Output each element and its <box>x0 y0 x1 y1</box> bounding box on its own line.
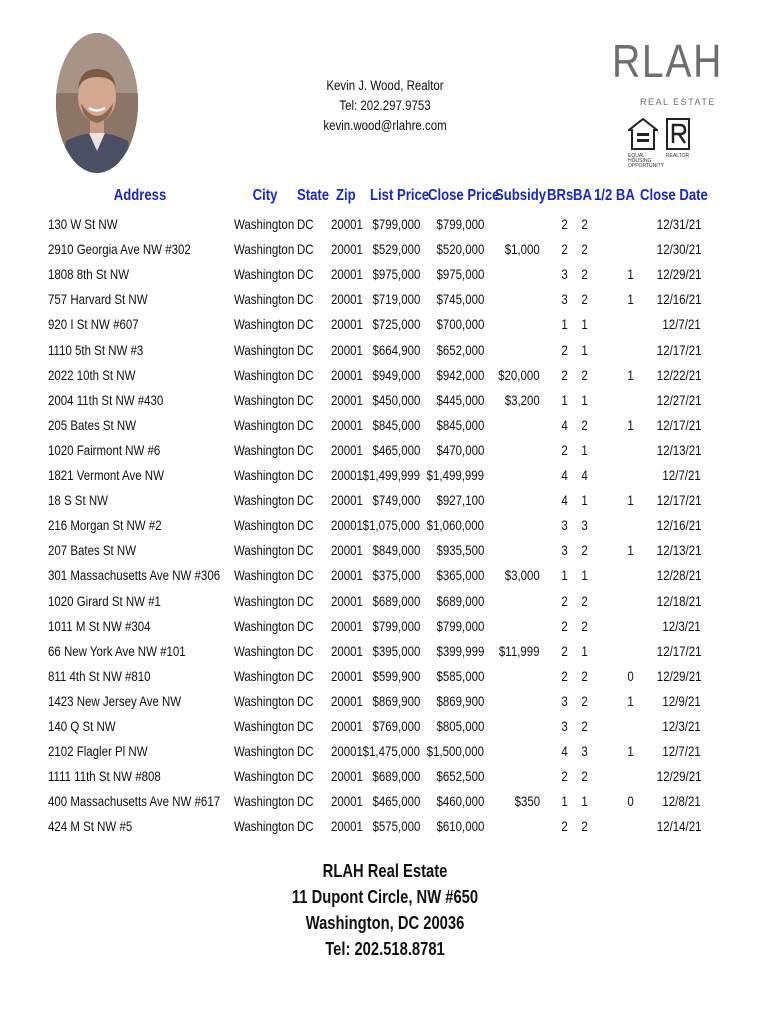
cell-zip: 20001 <box>331 492 363 509</box>
cell-address: 811 4th St NW #810 <box>48 667 151 684</box>
cell-close: $845,000 <box>436 416 484 433</box>
cell-list: $725,000 <box>372 316 420 333</box>
cell-half: 1 <box>627 692 634 709</box>
cell-close: $445,000 <box>436 391 484 408</box>
col-close-price: Close Price <box>428 187 500 204</box>
cell-half: 1 <box>627 291 634 308</box>
cell-city: Washington <box>234 642 295 659</box>
cell-state: DC <box>297 316 314 333</box>
cell-date: 12/17/21 <box>656 341 701 358</box>
cell-close: $652,000 <box>436 341 484 358</box>
cell-state: DC <box>297 818 314 835</box>
footer-phone: Tel: 202.518.8781 <box>325 939 445 959</box>
cell-zip: 20001 <box>331 291 363 308</box>
cell-date: 12/18/21 <box>656 592 701 609</box>
cell-ba: 2 <box>581 818 588 835</box>
cell-zip: 20001 <box>331 692 363 709</box>
table-row <box>0 668 770 693</box>
cell-list: $849,000 <box>372 542 420 559</box>
table-row <box>0 467 770 492</box>
cell-address: 207 Bates St NW <box>48 542 137 559</box>
cell-half: 1 <box>627 266 634 283</box>
cell-close: $927,100 <box>436 492 484 509</box>
cell-brs: 2 <box>561 441 568 458</box>
col-subsidy: Subsidy <box>495 187 547 204</box>
cell-state: DC <box>297 416 314 433</box>
cell-brs: 2 <box>561 592 568 609</box>
cell-subsidy: $350 <box>514 793 540 810</box>
cell-ba: 1 <box>581 316 588 333</box>
cell-ba: 2 <box>581 291 588 308</box>
table-row <box>0 266 770 291</box>
cell-state: DC <box>297 492 314 509</box>
cell-zip: 20001 <box>331 216 363 232</box>
cell-city: Washington <box>234 216 295 232</box>
cell-list: $949,000 <box>372 366 420 383</box>
cell-city: Washington <box>234 743 295 760</box>
cell-zip: 20001 <box>331 391 363 408</box>
cell-city: Washington <box>234 366 295 383</box>
cell-list: $1,475,000 <box>362 743 420 760</box>
cell-ba: 2 <box>581 366 588 383</box>
footer-street: 11 Dupont Circle, NW #650 <box>291 887 479 907</box>
cell-subsidy: $20,000 <box>498 366 540 383</box>
cell-brs: 3 <box>561 517 568 534</box>
cell-ba: 2 <box>581 241 588 258</box>
cell-city: Washington <box>234 818 295 835</box>
table-row <box>0 367 770 392</box>
cell-state: DC <box>297 266 314 283</box>
cell-zip: 20001 <box>331 341 363 358</box>
cell-city: Washington <box>234 467 295 483</box>
cell-date: 12/7/21 <box>662 316 701 333</box>
agent-name: Kevin J. Wood, Realtor <box>326 77 444 93</box>
equal-housing-icon <box>628 118 658 150</box>
cell-city: Washington <box>234 692 295 709</box>
cell-zip: 20001 <box>331 416 363 433</box>
cell-date: 12/14/21 <box>656 818 701 835</box>
cell-zip: 20001 <box>331 642 363 659</box>
brokerage-logo <box>612 35 724 107</box>
cell-brs: 2 <box>561 341 568 358</box>
cell-ba: 2 <box>581 542 588 559</box>
cell-city: Washington <box>234 617 295 634</box>
cell-close: $869,900 <box>436 692 484 709</box>
cell-subsidy: $1,000 <box>504 241 540 258</box>
cell-date: 12/3/21 <box>662 617 701 634</box>
realtor-label: REALTOR <box>666 153 690 159</box>
cell-zip: 20001 <box>331 366 363 383</box>
cell-zip: 20001 <box>331 617 363 634</box>
cell-ba: 1 <box>581 391 588 408</box>
table-row <box>0 818 770 843</box>
cell-half: 0 <box>627 667 634 684</box>
cell-list: $1,499,999 <box>362 467 420 483</box>
col-address: Address <box>113 187 167 204</box>
cell-list: $799,000 <box>372 617 420 634</box>
cell-address: 424 M St NW #5 <box>48 818 133 835</box>
cell-date: 12/16/21 <box>656 517 701 534</box>
cell-list: $689,000 <box>372 768 420 785</box>
cell-close: $652,500 <box>436 768 484 785</box>
cell-date: 12/29/21 <box>656 667 701 684</box>
cell-half: 1 <box>627 542 634 559</box>
cell-half: 1 <box>627 743 634 760</box>
cell-address: 130 W St NW <box>48 216 118 232</box>
cell-ba: 1 <box>581 441 588 458</box>
cell-brs: 2 <box>561 216 568 232</box>
col-close-date: Close Date <box>640 187 708 204</box>
cell-address: 1020 Fairmont NW #6 <box>48 441 161 458</box>
cell-state: DC <box>297 718 314 734</box>
cell-state: DC <box>297 667 314 684</box>
agent-contact <box>283 75 488 135</box>
cell-subsidy: $11,999 <box>499 642 540 659</box>
cell-close: $460,000 <box>436 793 484 810</box>
cell-state: DC <box>297 467 314 483</box>
cell-city: Washington <box>234 793 295 810</box>
cell-date: 12/22/21 <box>656 366 701 383</box>
cell-zip: 20001 <box>331 241 363 258</box>
cell-close: $689,000 <box>436 592 484 609</box>
cell-zip: 20001 <box>331 316 363 333</box>
cell-city: Washington <box>234 718 295 734</box>
cell-city: Washington <box>234 592 295 609</box>
cell-state: DC <box>297 617 314 634</box>
cell-list: $375,000 <box>372 567 420 584</box>
cell-city: Washington <box>234 391 295 408</box>
cell-ba: 2 <box>581 768 588 785</box>
cell-date: 12/17/21 <box>656 416 701 433</box>
cell-brs: 3 <box>561 542 568 559</box>
cell-close: $935,500 <box>436 542 484 559</box>
cell-address: 205 Bates St NW <box>48 416 137 433</box>
cell-state: DC <box>297 793 314 810</box>
cell-state: DC <box>297 291 314 308</box>
table-row <box>0 442 770 467</box>
table-row <box>0 593 770 618</box>
cell-list: $395,000 <box>372 642 420 659</box>
cell-state: DC <box>297 692 314 709</box>
realtor-icon <box>666 118 690 150</box>
table-row <box>0 216 770 241</box>
cell-list: $689,000 <box>372 592 420 609</box>
table-row <box>0 793 770 818</box>
cell-close: $799,000 <box>436 216 484 232</box>
cell-address: 1020 Girard St NW #1 <box>48 592 161 609</box>
col-brs: BRs <box>547 187 574 204</box>
cell-list: $799,000 <box>372 216 420 232</box>
cell-half: 1 <box>627 416 634 433</box>
cell-state: DC <box>297 441 314 458</box>
cell-brs: 4 <box>561 492 568 509</box>
cell-ba: 2 <box>581 718 588 734</box>
table-row <box>0 743 770 768</box>
col-list-price: List Price <box>370 187 430 204</box>
agent-email: kevin.wood@rlahre.com <box>323 117 447 133</box>
cell-ba: 4 <box>581 467 588 483</box>
cell-ba: 2 <box>581 416 588 433</box>
table-header <box>0 187 770 212</box>
cell-zip: 20001 <box>331 793 363 810</box>
cell-city: Washington <box>234 341 295 358</box>
cell-half: 1 <box>627 492 634 509</box>
cell-date: 12/29/21 <box>656 768 701 785</box>
cell-address: 400 Massachusetts Ave NW #617 <box>48 793 221 810</box>
cell-date: 12/27/21 <box>656 391 701 408</box>
cell-list: $769,000 <box>372 718 420 734</box>
cell-close: $799,000 <box>436 617 484 634</box>
footer-city: Washington, DC 20036 <box>305 913 465 933</box>
company-footer <box>262 858 508 962</box>
cell-close: $399,999 <box>436 642 484 659</box>
cell-brs: 2 <box>561 768 568 785</box>
logo-wordmark: RLAH <box>612 35 724 87</box>
cell-half: 1 <box>627 366 634 383</box>
cell-ba: 1 <box>581 567 588 584</box>
cell-city: Washington <box>234 542 295 559</box>
cell-ba: 2 <box>581 617 588 634</box>
cell-ba: 2 <box>581 266 588 283</box>
cell-brs: 4 <box>561 416 568 433</box>
cell-ba: 1 <box>581 793 588 810</box>
cell-close: $700,000 <box>436 316 484 333</box>
cell-address: 18 S St NW <box>48 492 108 509</box>
table-row <box>0 492 770 517</box>
table-row <box>0 542 770 567</box>
cell-close: $805,000 <box>436 718 484 734</box>
cell-city: Washington <box>234 768 295 785</box>
cell-list: $465,000 <box>372 441 420 458</box>
cell-ba: 2 <box>581 216 588 232</box>
cell-city: Washington <box>234 291 295 308</box>
cell-brs: 4 <box>561 467 568 483</box>
table-row <box>0 241 770 266</box>
cell-state: DC <box>297 341 314 358</box>
logo-subtitle: REAL ESTATE <box>640 97 716 107</box>
cell-address: 1821 Vermont Ave NW <box>48 467 164 483</box>
cell-state: DC <box>297 391 314 408</box>
cell-ba: 2 <box>581 592 588 609</box>
cell-state: DC <box>297 743 314 760</box>
cell-list: $465,000 <box>372 793 420 810</box>
cell-date: 12/8/21 <box>662 793 701 810</box>
cell-close: $365,000 <box>436 567 484 584</box>
table-row <box>0 718 770 743</box>
cell-brs: 2 <box>561 818 568 835</box>
cell-close: $1,060,000 <box>426 517 484 534</box>
cell-address: 2910 Georgia Ave NW #302 <box>48 241 191 258</box>
cell-address: 2022 10th St NW <box>48 366 136 383</box>
cell-zip: 20001 <box>331 567 363 584</box>
cell-date: 12/13/21 <box>656 441 701 458</box>
cell-list: $975,000 <box>372 266 420 283</box>
cell-date: 12/30/21 <box>656 241 701 258</box>
cell-list: $1,075,000 <box>362 517 420 534</box>
agent-photo <box>56 33 138 173</box>
col-ba: BA <box>573 187 592 204</box>
cell-close: $975,000 <box>436 266 484 283</box>
cell-brs: 3 <box>561 718 568 734</box>
cell-zip: 20001 <box>331 441 363 458</box>
cell-address: 66 New York Ave NW #101 <box>48 642 186 659</box>
cell-address: 920 I St NW #607 <box>48 316 139 333</box>
cell-state: DC <box>297 241 314 258</box>
cell-zip: 20001 <box>331 592 363 609</box>
cell-zip: 20001 <box>331 768 363 785</box>
cell-list: $529,000 <box>372 241 420 258</box>
cell-address: 2102 Flagler Pl NW <box>48 743 148 760</box>
cell-ba: 1 <box>581 492 588 509</box>
cell-state: DC <box>297 768 314 785</box>
cell-subsidy: $3,000 <box>504 567 540 584</box>
cell-ba: 1 <box>581 642 588 659</box>
cell-list: $664,900 <box>372 341 420 358</box>
cell-list: $869,900 <box>372 692 420 709</box>
cell-close: $1,500,000 <box>426 743 484 760</box>
col-state: State <box>297 187 330 204</box>
cell-city: Washington <box>234 241 295 258</box>
cell-list: $719,000 <box>372 291 420 308</box>
cell-close: $745,000 <box>436 291 484 308</box>
cell-brs: 3 <box>561 266 568 283</box>
cell-ba: 3 <box>581 517 588 534</box>
cell-date: 12/28/21 <box>656 567 701 584</box>
cell-ba: 3 <box>581 743 588 760</box>
agent-phone: Tel: 202.297.9753 <box>339 97 431 113</box>
cell-close: $942,000 <box>436 366 484 383</box>
table-row <box>0 643 770 668</box>
cell-city: Washington <box>234 567 295 584</box>
cell-state: DC <box>297 567 314 584</box>
cell-state: DC <box>297 592 314 609</box>
cell-address: 1808 8th St NW <box>48 266 130 283</box>
cell-brs: 3 <box>561 692 568 709</box>
cell-date: 12/7/21 <box>662 743 701 760</box>
cell-state: DC <box>297 642 314 659</box>
cell-ba: 1 <box>581 341 588 358</box>
cell-close: $470,000 <box>436 441 484 458</box>
cell-ba: 2 <box>581 692 588 709</box>
cell-address: 1423 New Jersey Ave NW <box>48 692 182 709</box>
cell-city: Washington <box>234 441 295 458</box>
cell-subsidy: $3,200 <box>504 391 540 408</box>
cell-close: $520,000 <box>436 241 484 258</box>
table-row <box>0 618 770 643</box>
cell-zip: 20001 <box>331 266 363 283</box>
cell-list: $845,000 <box>372 416 420 433</box>
table-row <box>0 342 770 367</box>
cell-address: 757 Harvard St NW <box>48 291 148 308</box>
cell-ba: 2 <box>581 667 588 684</box>
cell-zip: 20001 <box>331 467 363 483</box>
cell-state: DC <box>297 517 314 534</box>
cell-date: 12/31/21 <box>656 216 701 232</box>
cell-city: Washington <box>234 316 295 333</box>
table-row <box>0 567 770 592</box>
col-half-ba: 1/2 BA <box>594 187 635 204</box>
cell-list: $599,900 <box>372 667 420 684</box>
compliance-badges <box>628 118 698 168</box>
agent-portrait-icon <box>56 33 138 173</box>
cell-list: $450,000 <box>372 391 420 408</box>
col-city: City <box>252 187 278 204</box>
cell-date: 12/3/21 <box>662 718 701 734</box>
table-row <box>0 768 770 793</box>
cell-date: 12/17/21 <box>656 642 701 659</box>
cell-city: Washington <box>234 667 295 684</box>
cell-address: 216 Morgan St NW #2 <box>48 517 162 534</box>
cell-close: $1,499,999 <box>426 467 484 483</box>
table-row <box>0 417 770 442</box>
table-row <box>0 291 770 316</box>
footer-company: RLAH Real Estate <box>322 861 448 881</box>
cell-close: $585,000 <box>436 667 484 684</box>
table-row <box>0 693 770 718</box>
cell-date: 12/7/21 <box>662 467 701 483</box>
cell-address: 301 Massachusetts Ave NW #306 <box>48 567 221 584</box>
cell-zip: 20001 <box>331 517 363 534</box>
cell-brs: 1 <box>561 316 568 333</box>
cell-list: $749,000 <box>372 492 420 509</box>
table-row <box>0 316 770 341</box>
cell-brs: 2 <box>561 642 568 659</box>
cell-state: DC <box>297 542 314 559</box>
cell-brs: 1 <box>561 567 568 584</box>
cell-address: 1110 5th St NW #3 <box>48 341 144 358</box>
cell-city: Washington <box>234 266 295 283</box>
cell-brs: 1 <box>561 391 568 408</box>
cell-brs: 2 <box>561 667 568 684</box>
cell-brs: 3 <box>561 291 568 308</box>
cell-date: 12/29/21 <box>656 266 701 283</box>
cell-brs: 4 <box>561 743 568 760</box>
cell-brs: 1 <box>561 793 568 810</box>
equal-housing-label: EQUAL HOUSING OPPORTUNITY <box>628 153 665 169</box>
cell-address: 1111 11th St NW #808 <box>48 768 161 785</box>
cell-state: DC <box>297 366 314 383</box>
cell-date: 12/17/21 <box>656 492 701 509</box>
cell-zip: 20001 <box>331 818 363 835</box>
cell-zip: 20001 <box>331 542 363 559</box>
cell-half: 0 <box>627 793 634 810</box>
cell-close: $610,000 <box>436 818 484 835</box>
cell-city: Washington <box>234 517 295 534</box>
cell-state: DC <box>297 216 314 232</box>
cell-brs: 2 <box>561 366 568 383</box>
cell-date: 12/13/21 <box>656 542 701 559</box>
cell-date: 12/9/21 <box>662 692 701 709</box>
cell-zip: 20001 <box>331 667 363 684</box>
cell-address: 140 Q St NW <box>48 718 116 734</box>
cell-address: 1011 M St NW #304 <box>48 617 151 634</box>
cell-brs: 2 <box>561 617 568 634</box>
cell-brs: 2 <box>561 241 568 258</box>
table-row <box>0 392 770 417</box>
cell-city: Washington <box>234 416 295 433</box>
cell-list: $575,000 <box>372 818 420 835</box>
cell-zip: 20001 <box>331 743 363 760</box>
cell-city: Washington <box>234 492 295 509</box>
col-zip: Zip <box>336 187 356 204</box>
cell-date: 12/16/21 <box>656 291 701 308</box>
table-row <box>0 517 770 542</box>
cell-zip: 20001 <box>331 718 363 734</box>
cell-address: 2004 11th St NW #430 <box>48 391 164 408</box>
